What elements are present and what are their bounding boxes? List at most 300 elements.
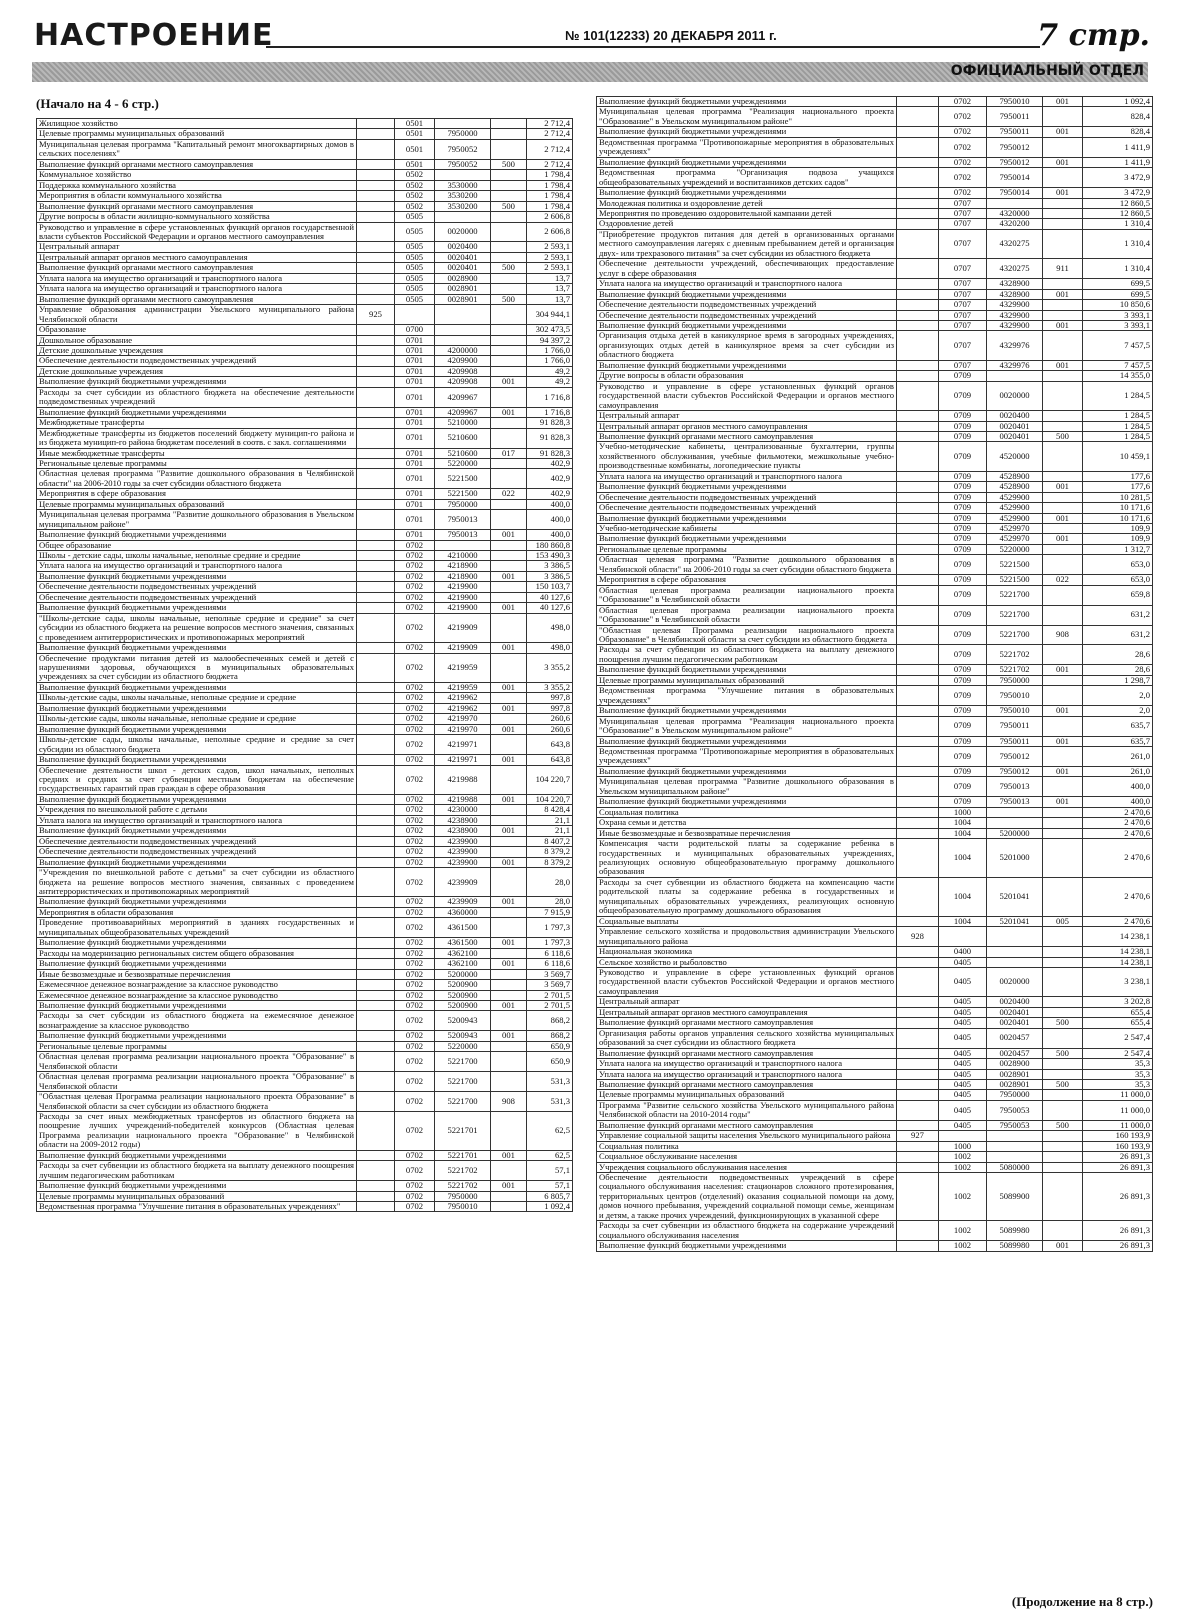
row-name: Ежемесячное денежное вознаграждение за классное руководство — [37, 980, 357, 990]
row-expense-type — [491, 735, 527, 755]
row-ministry — [897, 777, 939, 797]
row-ministry — [357, 1011, 395, 1031]
row-expense-type — [1043, 1059, 1083, 1069]
row-ministry — [357, 540, 395, 550]
row-name: Обеспечение деятельности подведомственных учреждений — [37, 847, 357, 857]
row-name: Областная целевая программа "Развитие дошкольного образования в Челябинской области" на 2006-2010 годы за счет субсидии областного бюджета — [597, 555, 897, 575]
table-row — [597, 625, 1153, 645]
table-row — [37, 592, 573, 602]
row-section: 0505 — [395, 273, 435, 283]
table-row — [37, 724, 573, 734]
row-amount: 14 238,1 — [1083, 957, 1153, 967]
table-row — [597, 1152, 1153, 1162]
table-row — [37, 1041, 573, 1051]
row-expense-type — [1043, 544, 1083, 554]
row-target: 0020457 — [987, 1048, 1043, 1058]
row-section: 0707 — [939, 300, 987, 310]
row-amount: 28,6 — [1083, 645, 1153, 665]
row-section: 0702 — [939, 168, 987, 188]
row-name: Выполнение функций органами местного самоуправления — [37, 159, 357, 169]
row-section: 0702 — [395, 1092, 435, 1112]
row-target: 4529970 — [987, 524, 1043, 534]
row-ministry — [357, 582, 395, 592]
row-ministry — [897, 736, 939, 746]
table-row — [597, 219, 1153, 229]
row-name: "Приобретение продуктов питания для детей в организованных органами местного самоуправления лагерях с дневным пребыванием детей и организация двух- или трехразового питания" за счет субсидии из областного бюджета — [597, 229, 897, 258]
row-expense-type: 500 — [1043, 431, 1083, 441]
row-section: 0702 — [395, 714, 435, 724]
row-section: 0709 — [939, 524, 987, 534]
row-ministry — [357, 201, 395, 211]
table-row — [597, 1162, 1153, 1172]
table-row — [37, 345, 573, 355]
table-row — [597, 1241, 1153, 1251]
row-expense-type — [1043, 807, 1083, 817]
row-target: 0028900 — [987, 1059, 1043, 1069]
row-expense-type — [1043, 524, 1083, 534]
table-row — [597, 777, 1153, 797]
row-ministry — [357, 948, 395, 958]
row-expense-type — [1043, 471, 1083, 481]
row-name: Социальная политика — [597, 1141, 897, 1151]
row-expense-type — [491, 242, 527, 252]
row-ministry — [357, 897, 395, 907]
row-amount: 1 310,4 — [1083, 259, 1153, 279]
row-name: Ведомственная программа "Улучшение питания в образовательных учреждениях" — [37, 1202, 357, 1212]
row-ministry — [897, 544, 939, 554]
row-expense-type: 001 — [1043, 320, 1083, 330]
table-row — [597, 716, 1153, 736]
row-target: 5220000 — [987, 544, 1043, 554]
row-expense-type: 500 — [491, 294, 527, 304]
row-expense-type — [1043, 310, 1083, 320]
row-target: 4320275 — [987, 229, 1043, 258]
table-row — [597, 198, 1153, 208]
row-name: Управление социальной защиты населения Увельского муниципального района — [597, 1131, 897, 1141]
row-amount: 10 850,6 — [1083, 300, 1153, 310]
row-target: 4529900 — [987, 503, 1043, 513]
row-expense-type: 001 — [491, 1031, 527, 1041]
row-ministry — [897, 168, 939, 188]
row-ministry — [357, 387, 395, 407]
row-target: 7950053 — [987, 1120, 1043, 1130]
row-name: Областная целевая программа реализации национального проекта "Образование" в Челябинской области — [37, 1052, 357, 1072]
table-row — [597, 575, 1153, 585]
row-expense-type: 001 — [1043, 1241, 1083, 1251]
table-row — [597, 411, 1153, 421]
row-ministry — [897, 877, 939, 916]
row-amount: 2,0 — [1083, 706, 1153, 716]
row-expense-type — [1043, 605, 1083, 625]
row-target — [435, 170, 491, 180]
row-ministry — [897, 665, 939, 675]
row-ministry — [897, 957, 939, 967]
row-expense-type — [1043, 421, 1083, 431]
row-amount: 1 284,5 — [1083, 431, 1153, 441]
table-row — [37, 356, 573, 366]
row-name: Выполнение функций органами местного самоуправления — [597, 1018, 897, 1028]
row-name: Выполнение функций бюджетными учреждениями — [597, 97, 897, 107]
table-row — [597, 168, 1153, 188]
table-row — [597, 157, 1153, 167]
row-section: 0405 — [939, 1090, 987, 1100]
row-name: Мероприятия по проведению оздоровительной кампании детей — [597, 208, 897, 218]
row-amount: 91 828,3 — [527, 418, 573, 428]
row-amount: 40 127,6 — [527, 603, 573, 613]
row-ministry: 925 — [357, 305, 395, 325]
row-expense-type: 500 — [1043, 1120, 1083, 1130]
row-ministry — [897, 947, 939, 957]
table-row — [37, 252, 573, 262]
row-name: Областная целевая программа реализации национального проекта "Образование" в Челябинской области — [37, 1072, 357, 1092]
row-ministry — [357, 551, 395, 561]
row-section: 0701 — [395, 387, 435, 407]
row-amount: 261,0 — [1083, 766, 1153, 776]
row-name: Выполнение функций органами местного самоуправления — [597, 431, 897, 441]
row-section: 0709 — [939, 544, 987, 554]
row-name: Выполнение функций бюджетными учреждениями — [597, 157, 897, 167]
row-ministry — [357, 857, 395, 867]
row-target: 7950012 — [987, 747, 1043, 767]
row-amount: 1 798,4 — [527, 170, 573, 180]
row-name: Мероприятия в области коммунального хозяйства — [37, 191, 357, 201]
row-ministry — [357, 805, 395, 815]
row-section — [939, 1131, 987, 1141]
row-ministry — [357, 428, 395, 448]
row-target: 4328900 — [987, 289, 1043, 299]
row-section: 0709 — [939, 665, 987, 675]
row-expense-type — [1043, 716, 1083, 736]
row-amount: 997,8 — [527, 693, 573, 703]
row-name: Муниципальная целевая программа "Развитие дошкольного образования в Увельском муниципальном районе" — [597, 777, 897, 797]
row-name: Региональные целевые программы — [37, 1041, 357, 1051]
row-section: 0701 — [395, 335, 435, 345]
row-ministry — [357, 469, 395, 489]
table-row — [597, 492, 1153, 502]
row-amount: 2 593,1 — [527, 252, 573, 262]
row-section: 0405 — [939, 1059, 987, 1069]
row-expense-type — [1043, 381, 1083, 410]
row-target — [435, 212, 491, 222]
row-ministry — [897, 127, 939, 137]
row-section: 1004 — [939, 828, 987, 838]
row-section: 0701 — [395, 530, 435, 540]
table-row — [37, 222, 573, 242]
row-section: 0701 — [395, 458, 435, 468]
row-target: 7950000 — [435, 1191, 491, 1201]
table-row — [37, 561, 573, 571]
row-name: Учреждения социального обслуживания населения — [597, 1162, 897, 1172]
row-ministry — [897, 747, 939, 767]
row-section: 0702 — [395, 551, 435, 561]
row-target: 4219970 — [435, 724, 491, 734]
row-ministry — [897, 381, 939, 410]
row-ministry — [357, 571, 395, 581]
row-expense-type — [1043, 957, 1083, 967]
row-amount: 1 298,7 — [1083, 675, 1153, 685]
row-expense-type: 001 — [491, 530, 527, 540]
row-expense-type: 001 — [1043, 797, 1083, 807]
row-ministry — [357, 643, 395, 653]
row-amount: 177,6 — [1083, 482, 1153, 492]
table-row — [37, 1052, 573, 1072]
row-ministry — [357, 980, 395, 990]
row-ministry — [357, 918, 395, 938]
row-amount: 2 593,1 — [527, 263, 573, 273]
row-target: 4361500 — [435, 918, 491, 938]
row-ministry — [357, 990, 395, 1000]
row-ministry — [897, 300, 939, 310]
table-row — [597, 371, 1153, 381]
row-expense-type — [491, 305, 527, 325]
row-expense-type: 001 — [491, 1150, 527, 1160]
row-target: 5221700 — [435, 1052, 491, 1072]
row-ministry — [897, 1173, 939, 1221]
row-name: Региональные целевые программы — [37, 458, 357, 468]
row-section: 0702 — [395, 959, 435, 969]
row-amount: 699,5 — [1083, 279, 1153, 289]
table-row — [37, 284, 573, 294]
table-row — [597, 997, 1153, 1007]
row-amount: 631,2 — [1083, 625, 1153, 645]
row-expense-type: 001 — [491, 794, 527, 804]
table-row — [597, 916, 1153, 926]
table-row — [597, 1141, 1153, 1151]
row-ministry — [357, 222, 395, 242]
row-target: 4329900 — [987, 320, 1043, 330]
row-ministry — [357, 1111, 395, 1150]
row-section: 0709 — [939, 766, 987, 776]
row-expense-type: 001 — [491, 377, 527, 387]
row-ministry — [357, 592, 395, 602]
row-amount: 177,6 — [1083, 471, 1153, 481]
table-row — [597, 1007, 1153, 1017]
row-ministry — [357, 847, 395, 857]
row-name: Социальное обслуживание населения — [597, 1152, 897, 1162]
row-ministry — [357, 458, 395, 468]
row-expense-type: 001 — [1043, 97, 1083, 107]
row-target: 0020400 — [435, 242, 491, 252]
continued-from-note: (Начало на 4 - 6 стр.) — [36, 96, 159, 111]
table-row — [597, 605, 1153, 625]
table-row — [597, 967, 1153, 996]
row-ministry — [897, 97, 939, 107]
row-ministry — [357, 714, 395, 724]
row-amount: 631,2 — [1083, 605, 1153, 625]
row-target: 0028901 — [435, 284, 491, 294]
row-amount: 1 716,8 — [527, 407, 573, 417]
row-section: 1002 — [939, 1152, 987, 1162]
row-amount: 8 379,2 — [527, 847, 573, 857]
row-target — [435, 325, 491, 335]
row-section: 0702 — [395, 980, 435, 990]
row-target: 7950000 — [435, 129, 491, 139]
table-row — [37, 499, 573, 509]
table-row — [37, 1031, 573, 1041]
row-section: 0502 — [395, 180, 435, 190]
row-target: 4239900 — [435, 847, 491, 857]
row-amount: 261,0 — [1083, 747, 1153, 767]
row-target: 0020000 — [987, 381, 1043, 410]
budget-table-right — [596, 96, 1152, 1252]
row-name: Центральный аппарат — [37, 242, 357, 252]
row-ministry — [357, 603, 395, 613]
row-target: 5201041 — [987, 916, 1043, 926]
row-name: Обеспечение деятельности подведомственных учреждений — [597, 300, 897, 310]
row-name: Уплата налога на имущество организаций и транспортного налога — [37, 284, 357, 294]
row-name: Выполнение функций бюджетными учреждениями — [37, 1181, 357, 1191]
row-target: 5221702 — [435, 1181, 491, 1191]
table-row — [37, 294, 573, 304]
row-expense-type — [1043, 331, 1083, 360]
row-section: 0702 — [395, 969, 435, 979]
row-section: 0505 — [395, 294, 435, 304]
table-row — [597, 797, 1153, 807]
row-ministry — [897, 188, 939, 198]
row-amount: 2 712,4 — [527, 159, 573, 169]
row-name: Центральный аппарат органов местного самоуправления — [597, 1007, 897, 1017]
table-row — [37, 868, 573, 897]
row-section: 0702 — [395, 653, 435, 682]
row-expense-type — [491, 918, 527, 938]
row-target — [987, 927, 1043, 947]
row-amount: 1 092,4 — [1083, 97, 1153, 107]
row-expense-type: 001 — [491, 1000, 527, 1010]
row-amount: 14 355,0 — [1083, 371, 1153, 381]
row-target: 0028900 — [435, 273, 491, 283]
row-expense-type: 001 — [1043, 188, 1083, 198]
row-name: Муниципальная целевая программа "Реализация национального проекта "Образование" в Увельском муниципальном районе" — [597, 716, 897, 736]
row-amount: 531,3 — [527, 1092, 573, 1112]
row-amount: 1 797,3 — [527, 918, 573, 938]
row-expense-type — [491, 387, 527, 407]
row-ministry — [357, 969, 395, 979]
row-target: 4529900 — [987, 513, 1043, 523]
row-name: Целевые программы муниципальных образований — [597, 675, 897, 685]
table-row — [37, 212, 573, 222]
table-row — [597, 585, 1153, 605]
row-expense-type — [491, 212, 527, 222]
row-target: 4329976 — [987, 360, 1043, 370]
row-name: Выполнение функций бюджетными учреждениями — [597, 706, 897, 716]
row-amount: 11 000,0 — [1083, 1120, 1153, 1130]
row-amount: 3 393,1 — [1083, 320, 1153, 330]
row-ministry — [357, 407, 395, 417]
row-section: 1002 — [939, 1241, 987, 1251]
row-section: 0501 — [395, 159, 435, 169]
table-row — [597, 1120, 1153, 1130]
row-target: 4361500 — [435, 938, 491, 948]
row-amount: 3 472,9 — [1083, 188, 1153, 198]
row-expense-type — [1043, 107, 1083, 127]
row-target: 0020400 — [987, 997, 1043, 1007]
row-amount: 1 284,5 — [1083, 411, 1153, 421]
row-ministry — [357, 724, 395, 734]
row-name: "Учреждения по внешкольной работе с детьми" за счет субсидии из областного бюджета на решение вопросов местного значения, связанных с проведением антитеррористических и противопожарных мероприятий — [37, 868, 357, 897]
table-row — [37, 170, 573, 180]
row-section: 0501 — [395, 139, 435, 159]
row-section: 0709 — [939, 513, 987, 523]
row-amount: 28,0 — [527, 897, 573, 907]
row-section: 0707 — [939, 289, 987, 299]
row-section: 0702 — [395, 794, 435, 804]
row-ministry — [897, 916, 939, 926]
row-amount: 643,8 — [527, 755, 573, 765]
row-expense-type — [1043, 828, 1083, 838]
row-expense-type: 001 — [491, 857, 527, 867]
row-amount: 3 569,7 — [527, 969, 573, 979]
row-expense-type — [491, 1011, 527, 1031]
row-section: 0702 — [395, 540, 435, 550]
row-section: 0501 — [395, 119, 435, 129]
row-amount: 1 284,5 — [1083, 381, 1153, 410]
table-row — [597, 927, 1153, 947]
table-row — [597, 665, 1153, 675]
row-expense-type — [1043, 279, 1083, 289]
row-expense-type — [491, 356, 527, 366]
row-target: 5200943 — [435, 1011, 491, 1031]
row-name: Выполнение функций органами местного самоуправления — [37, 294, 357, 304]
row-name: Целевые программы муниципальных образований — [37, 129, 357, 139]
row-amount: 40 127,6 — [527, 592, 573, 602]
row-expense-type — [1043, 208, 1083, 218]
row-amount: 3 472,9 — [1083, 168, 1153, 188]
row-amount: 2 547,4 — [1083, 1028, 1153, 1048]
table-row — [37, 653, 573, 682]
table-row — [597, 828, 1153, 838]
row-name: Выполнение функций бюджетными учреждениями — [597, 797, 897, 807]
row-amount: 400,0 — [527, 499, 573, 509]
row-ministry — [897, 818, 939, 828]
table-row — [597, 544, 1153, 554]
row-ministry — [897, 1152, 939, 1162]
row-expense-type: 500 — [491, 201, 527, 211]
row-section: 0702 — [939, 127, 987, 137]
row-target: 0020401 — [987, 1018, 1043, 1028]
row-section: 0701 — [395, 366, 435, 376]
table-row — [597, 534, 1153, 544]
row-target: 4209908 — [435, 377, 491, 387]
row-ministry — [897, 198, 939, 208]
row-section: 0702 — [395, 1161, 435, 1181]
row-target: 4328900 — [987, 279, 1043, 289]
row-ministry — [357, 1191, 395, 1201]
row-amount: 57,1 — [527, 1161, 573, 1181]
table-row — [597, 686, 1153, 706]
row-section: 0405 — [939, 957, 987, 967]
row-ministry — [357, 1092, 395, 1112]
row-expense-type — [491, 990, 527, 1000]
row-amount: 14 238,1 — [1083, 927, 1153, 947]
row-amount: 14 238,1 — [1083, 947, 1153, 957]
row-section: 1004 — [939, 877, 987, 916]
row-target: 4238900 — [435, 815, 491, 825]
row-amount: 1 766,0 — [527, 356, 573, 366]
row-expense-type: 500 — [491, 263, 527, 273]
row-section: 0702 — [395, 1072, 435, 1092]
row-section: 0702 — [395, 857, 435, 867]
row-amount: 26 891,3 — [1083, 1241, 1153, 1251]
row-amount: 402,9 — [527, 458, 573, 468]
row-expense-type — [491, 907, 527, 917]
row-name: Выполнение функций бюджетными учреждениями — [597, 1241, 897, 1251]
row-section: 1002 — [939, 1221, 987, 1241]
row-target: 5221500 — [987, 555, 1043, 575]
row-target: 4239909 — [435, 897, 491, 907]
row-expense-type — [491, 510, 527, 530]
row-amount: 2 593,1 — [527, 242, 573, 252]
row-name: Охрана семьи и детства — [597, 818, 897, 828]
